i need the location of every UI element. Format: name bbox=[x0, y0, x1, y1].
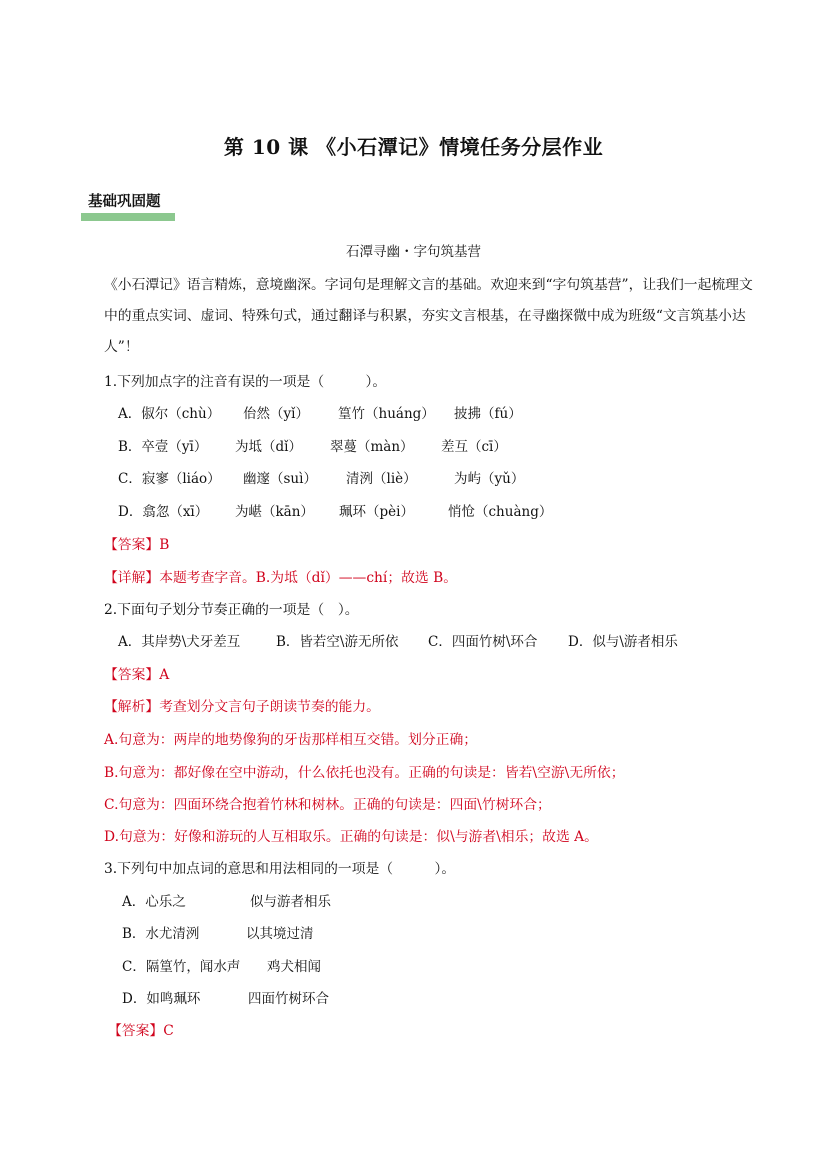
q2-answer-label: 【答案】 bbox=[104, 667, 160, 683]
q2-analysis-label: 【解析】 bbox=[104, 699, 160, 715]
q1-answer bbox=[104, 533, 169, 553]
q2-answer-value: A bbox=[159, 667, 170, 683]
q2-answer bbox=[104, 663, 169, 683]
q3-answer-label: 【答案】 bbox=[108, 1023, 164, 1039]
q1-d-1: D．翕忽（xī） bbox=[118, 504, 209, 520]
q3-a-2: 似与游者相乐 bbox=[250, 894, 331, 910]
q1-d-2: 为嵁（kān） bbox=[235, 504, 314, 520]
q2-explanation-b: B.句意为：都好像在空中游动，什么依托也没有。正确的句读是：皆若\空游\无所依； bbox=[104, 765, 625, 781]
q1-a-1: A．俶尔（chù） bbox=[118, 406, 221, 422]
q2-explanation-d: D.句意为：好像和游玩的人互相取乐。正确的句读是：似\与游者\相乐；故选 A。 bbox=[104, 829, 598, 845]
q1-answer-label: 【答案】 bbox=[104, 537, 160, 553]
q1-detail-text: 本题考查字音。B.为坻（dǐ）——chí；故选 B。 bbox=[159, 570, 458, 586]
q2-option-a: A．其岸势\犬牙差互 bbox=[118, 634, 241, 650]
q3-d-2: 四面竹树环合 bbox=[248, 991, 329, 1007]
q1-c-4: 为屿（yǔ） bbox=[454, 471, 525, 487]
q1-a-3: 篁竹（huáng） bbox=[338, 406, 435, 422]
q2-stem: 2.下面句子划分节奏正确的一项是（ ）。 bbox=[104, 602, 359, 618]
q1-c-1: C．寂寥（liáo） bbox=[118, 471, 221, 487]
q1-d-3: 珮环（pèi） bbox=[339, 504, 414, 520]
q3-a-1: A．心乐之 bbox=[122, 894, 186, 910]
q3-c-2: 鸡犬相闻 bbox=[267, 959, 321, 975]
q3-answer bbox=[108, 1019, 174, 1039]
q3-d-1: D．如鸣珮环 bbox=[122, 991, 201, 1007]
q1-b-1: B．卒壹（yī） bbox=[118, 439, 208, 455]
q2-analysis-text: 考查划分文言句子朗读节奏的能力。 bbox=[159, 699, 380, 715]
q1-c-3: 清洌（liè） bbox=[346, 471, 417, 487]
q2-option-b: B．皆若空\游无所依 bbox=[276, 634, 399, 650]
q1-stem: 1.下列加点字的注音有误的一项是（ ）。 bbox=[104, 374, 387, 390]
q1-b-2: 为坻（dǐ） bbox=[235, 439, 302, 455]
q1-c-2: 幽邃（suì） bbox=[243, 471, 317, 487]
q1-a-2: 佁然（yǐ） bbox=[243, 406, 309, 422]
q2-option-d: D．似与\游者相乐 bbox=[568, 634, 678, 650]
page-title: 第 10 课 《小石潭记》情境任务分层作业 bbox=[223, 135, 604, 159]
q1-detail-label: 【详解】 bbox=[104, 570, 160, 586]
q1-a-4: 披拂（fú） bbox=[454, 406, 522, 422]
intro-paragraph: 《小石潭记》语言精炼，意境幽深。字词句是理解文言的基础。欢迎来到“字句筑基营”，让我们一起梳理文中的重点实词、虚词、特殊句式，通过翻译与积累，夯实文言根基，在寻幽探微中成为班级“文言筑基小达人”！ bbox=[104, 277, 753, 355]
q2-option-c: C．四面竹树\环合 bbox=[428, 634, 538, 650]
q2-analysis bbox=[104, 695, 380, 715]
q3-b-1: B．水尤清洌 bbox=[122, 926, 200, 942]
q2-explanation-c: C.句意为：四面环绕合抱着竹林和树林。正确的句读是：四面\竹树环合； bbox=[104, 797, 551, 813]
section-underline bbox=[81, 213, 175, 221]
section-tag: 基础巩固题 bbox=[88, 194, 161, 210]
q1-d-4: 悄怆（chuàng） bbox=[448, 504, 553, 520]
q1-b-4: 差互（cī） bbox=[441, 439, 507, 455]
q3-answer-value: C bbox=[163, 1023, 174, 1039]
q3-stem: 3.下列句中加点词的意思和用法相同的一项是（ ）。 bbox=[104, 861, 456, 877]
q1-detail bbox=[104, 566, 457, 586]
q3-c-1: C．隔篁竹，闻水声 bbox=[122, 959, 241, 975]
section-subtitle: 石潭寻幽・字句筑基营 bbox=[346, 244, 481, 260]
q2-explanation-a: A.句意为：两岸的地势像狗的牙齿那样相互交错。划分正确； bbox=[104, 732, 478, 748]
q1-answer-value: B bbox=[159, 537, 170, 553]
q1-b-3: 翠蔓（màn） bbox=[330, 439, 414, 455]
q3-b-2: 以其境过清 bbox=[246, 926, 314, 942]
